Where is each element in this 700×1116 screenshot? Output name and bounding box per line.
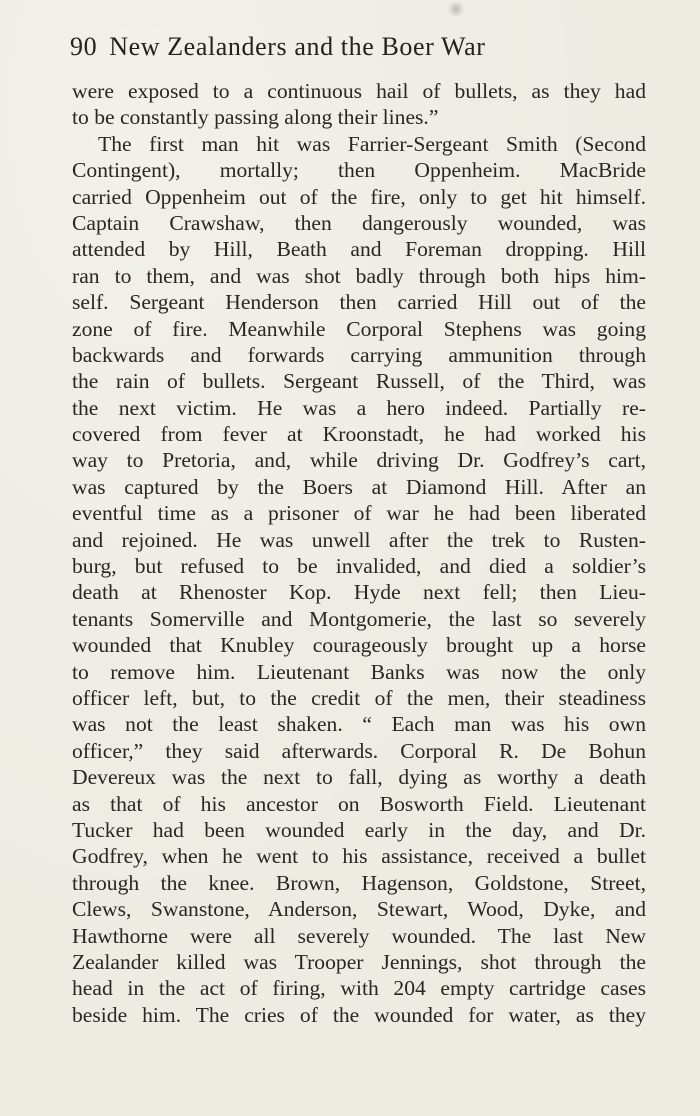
text-line: beside him. The cries of the wounded for water, as they bbox=[72, 1002, 646, 1027]
paragraph bbox=[72, 78, 646, 131]
text-line: Captain Crawshaw, then dangerously wounded, was bbox=[72, 210, 646, 235]
text-line: Devereux was the next to fall, dying as worthy a death bbox=[72, 765, 646, 790]
text-line: as that of his ancestor on Bosworth Field. Lieutenant bbox=[72, 791, 646, 816]
text-line: the rain of bullets. Sergeant Russell, of the Third, was bbox=[72, 369, 646, 394]
text-line: The first man hit was Farrier-Sergeant Smith (Second bbox=[98, 131, 646, 156]
text-line: death at Rhenoster Kop. Hyde next fell; then Lieu- bbox=[72, 580, 646, 605]
text-line: Clews, Swanstone, Anderson, Stewart, Wood, Dyke, and bbox=[72, 897, 646, 922]
page-smudge bbox=[446, 2, 466, 16]
text-line: backwards and forwards carrying ammunition through bbox=[72, 342, 646, 367]
text-line: Contingent), mortally; then Oppenheim. MacBride bbox=[72, 158, 646, 183]
text-line: officer,” they said afterwards. Corporal R. De Bohun bbox=[72, 738, 646, 763]
text-line: eventful time as a prisoner of war he had been liberated bbox=[72, 501, 646, 526]
text-line: Zealander killed was Trooper Jennings, shot through the bbox=[72, 949, 646, 974]
text-line: head in the act of firing, with 204 empty cartridge cases bbox=[72, 976, 646, 1001]
text-line: tenants Somerville and Montgomerie, the last so severely bbox=[72, 606, 646, 631]
text-line: officer left, but, to the credit of the men, their steadiness bbox=[72, 685, 646, 710]
text-line: were exposed to a continuous hail of bullets, as they had bbox=[72, 79, 646, 103]
text-line: Hawthorne were all severely wounded. The last New bbox=[72, 923, 646, 948]
text-line: burg, but refused to be invalided, and died a soldier’s bbox=[72, 554, 646, 579]
text-line: covered from fever at Kroonstadt, he had worked his bbox=[72, 422, 646, 447]
paragraph bbox=[72, 131, 646, 1028]
text-line: to be constantly passing along their lines.” bbox=[72, 105, 439, 130]
text-line: was captured by the Boers at Diamond Hill. After an bbox=[72, 474, 646, 499]
text-line: carried Oppenheim out of the fire, only to get hit himself. bbox=[72, 184, 646, 209]
text-line: wounded that Knubley courageously brought up a horse bbox=[72, 633, 646, 658]
text-line: was not the least shaken. “ Each man was his own bbox=[72, 712, 646, 737]
text-line: self. Sergeant Henderson then carried Hill out of the bbox=[72, 290, 646, 315]
text-line: through the knee. Brown, Hagenson, Goldstone, Street, bbox=[72, 870, 646, 895]
text-line: Godfrey, when he went to his assistance, received a bullet bbox=[72, 844, 646, 869]
text-line: attended by Hill, Beath and Foreman dropping. Hill bbox=[72, 237, 646, 262]
text-line: zone of fire. Meanwhile Corporal Stephens was going bbox=[72, 316, 646, 341]
text-line: way to Pretoria, and, while driving Dr. Godfrey’s cart, bbox=[72, 448, 646, 473]
running-title: New Zealanders and the Boer War bbox=[109, 32, 486, 61]
text-line: and rejoined. He was unwell after the trek to Rusten- bbox=[72, 527, 646, 552]
text-line: ran to them, and was shot badly through both hips him- bbox=[72, 263, 646, 288]
page-number: 90 bbox=[70, 32, 98, 61]
body-text bbox=[72, 78, 646, 1028]
running-header bbox=[70, 32, 630, 66]
text-line: to remove him. Lieutenant Banks was now the only bbox=[72, 659, 646, 684]
text-line: the next victim. He was a hero indeed. Partially re- bbox=[72, 395, 646, 420]
text-line: Tucker had been wounded early in the day, and Dr. bbox=[72, 817, 646, 842]
